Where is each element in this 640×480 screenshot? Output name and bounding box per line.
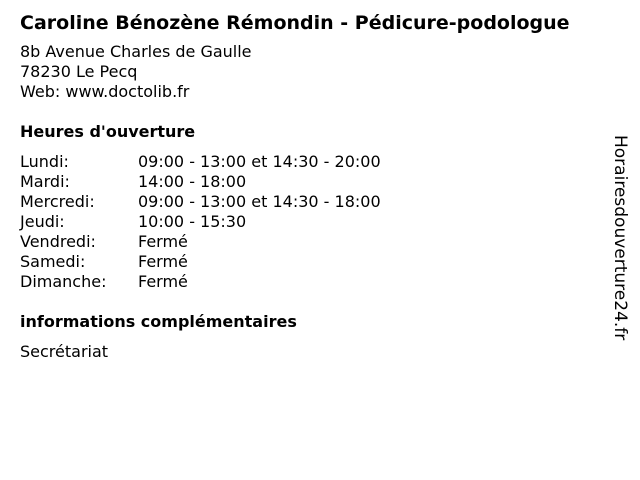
site-watermark: Horairesdouverture24.fr [610, 135, 630, 341]
hours-day: Mercredi: [20, 192, 95, 211]
hours-time: Fermé [138, 272, 188, 291]
hours-time: 09:00 - 13:00 et 14:30 - 20:00 [138, 152, 381, 171]
hours-heading: Heures d'ouverture [20, 122, 196, 141]
address-city: 78230 Le Pecq [20, 62, 138, 81]
business-card [20, 10, 610, 362]
address-block [20, 42, 610, 102]
hours-day: Samedi: [20, 252, 86, 271]
address-web: Web: www.doctolib.fr [20, 82, 190, 101]
hours-row-mardi [20, 172, 610, 192]
hours-row-dimanche [20, 272, 610, 292]
hours-table [20, 152, 610, 292]
hours-time: 10:00 - 15:30 [138, 212, 247, 231]
hours-day: Lundi: [20, 152, 69, 171]
hours-row-mercredi [20, 192, 610, 212]
hours-time: Fermé [138, 232, 188, 251]
hours-time: Fermé [138, 252, 188, 271]
hours-day: Vendredi: [20, 232, 96, 251]
hours-day: Jeudi: [20, 212, 65, 231]
hours-day: Mardi: [20, 172, 70, 191]
info-heading: informations complémentaires [20, 312, 297, 331]
info-text: Secrétariat [20, 342, 109, 361]
address-street: 8b Avenue Charles de Gaulle [20, 42, 252, 61]
hours-row-lundi [20, 152, 610, 172]
page-title: Caroline Bénozène Rémondin - Pédicure-podologue [20, 12, 570, 34]
hours-row-vendredi [20, 232, 610, 252]
hours-day: Dimanche: [20, 272, 107, 291]
hours-row-jeudi [20, 212, 610, 232]
hours-time: 09:00 - 13:00 et 14:30 - 18:00 [138, 192, 381, 211]
hours-row-samedi [20, 252, 610, 272]
hours-time: 14:00 - 18:00 [138, 172, 247, 191]
